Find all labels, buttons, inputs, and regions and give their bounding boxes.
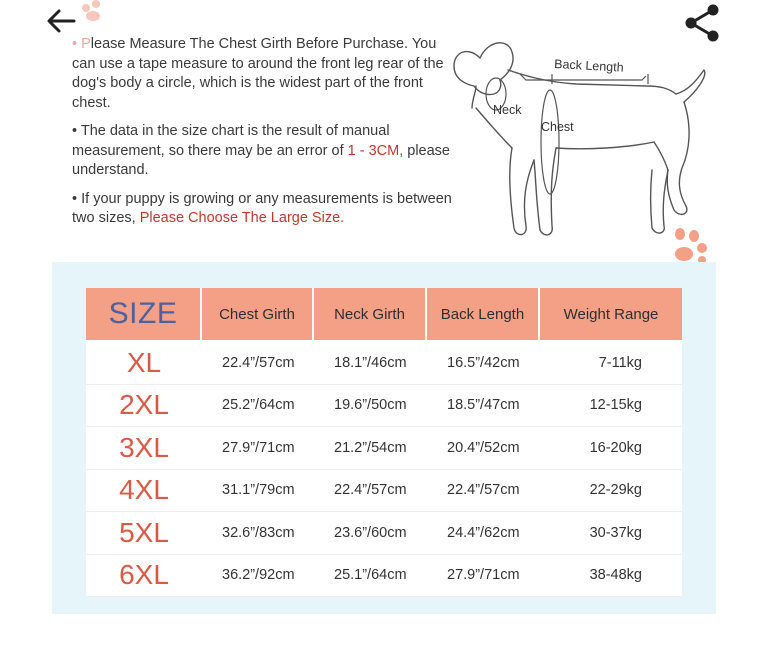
paw-decoration-icon: [76, 0, 110, 22]
neck-girth-cell: 18.1”/46cm: [334, 354, 407, 371]
measurement-instructions: [72, 35, 462, 238]
diagram-label-back-length: Back Length: [553, 57, 624, 75]
weight-range-cell: 22-29kg: [589, 482, 642, 499]
back-button[interactable]: [44, 6, 78, 36]
chest-girth-cell: 22.4”/57cm: [222, 354, 295, 371]
chest-girth-cell: 27.9”/71cm: [222, 439, 295, 456]
instruction-manual-measurement: • The data in the size chart is the result of manual measurement, so there may be an error of 1 - 3CM, please understand.: [72, 123, 450, 178]
size-cell: 3XL: [119, 431, 169, 463]
table-row: [86, 470, 682, 513]
weight-range-cell: 12-15kg: [589, 397, 642, 414]
header-size: SIZE: [86, 288, 202, 340]
diagram-label-neck: Neck: [493, 103, 522, 117]
header-back-length: Back Length: [427, 288, 540, 340]
back-length-cell: 27.9”/71cm: [447, 567, 520, 584]
header-neck-girth: Neck Girth: [314, 288, 427, 340]
instruction-choose-large: • If your puppy is growing or any measurements is between two sizes, Please Choose The Large Size.: [72, 190, 452, 226]
instruction-measure-chest: • Please Measure The Chest Girth Before Purchase. You can use a tape measure to around the front leg rear of the dog's body a circle, which is the widest part of the front chest.: [72, 36, 444, 111]
size-cell: 2XL: [119, 389, 169, 421]
chest-girth-cell: 36.2”/92cm: [222, 567, 295, 584]
table-row: [86, 512, 682, 555]
chest-girth-cell: 25.2”/64cm: [222, 397, 295, 414]
back-length-cell: 24.4”/62cm: [447, 524, 520, 541]
chest-girth-cell: 31.1”/79cm: [222, 482, 295, 499]
dog-measurement-diagram: [446, 30, 716, 245]
size-chart-rows: [86, 342, 682, 597]
neck-girth-cell: 25.1”/64cm: [334, 567, 407, 584]
table-row: [86, 342, 682, 385]
weight-range-cell: 30-37kg: [589, 524, 642, 541]
size-cell: XL: [126, 346, 162, 378]
size-chart-header: [86, 288, 682, 340]
size-cell: 5XL: [119, 516, 169, 548]
back-length-cell: 16.5”/42cm: [447, 354, 520, 371]
header-chest-girth: Chest Girth: [202, 288, 314, 340]
weight-range-cell: 16-20kg: [589, 439, 642, 456]
neck-girth-cell: 19.6”/50cm: [334, 397, 407, 414]
table-row: [86, 555, 682, 598]
neck-girth-cell: 23.6”/60cm: [334, 524, 407, 541]
arrow-left-icon: [44, 6, 78, 36]
chest-girth-cell: 32.6”/83cm: [222, 524, 295, 541]
table-row: [86, 427, 682, 470]
header-weight-range: Weight Range: [540, 288, 682, 340]
back-length-cell: 22.4”/57cm: [447, 482, 520, 499]
back-length-cell: 18.5”/47cm: [447, 397, 520, 414]
weight-range-cell: 7-11kg: [598, 354, 642, 371]
size-cell: 4XL: [119, 474, 169, 506]
back-length-cell: 20.4”/52cm: [447, 439, 520, 456]
neck-girth-cell: 21.2”/54cm: [334, 439, 407, 456]
size-cell: 6XL: [119, 559, 169, 591]
diagram-label-chest: Chest: [541, 120, 574, 134]
table-row: [86, 385, 682, 428]
neck-girth-cell: 22.4”/57cm: [334, 482, 407, 499]
weight-range-cell: 38-48kg: [589, 567, 642, 584]
